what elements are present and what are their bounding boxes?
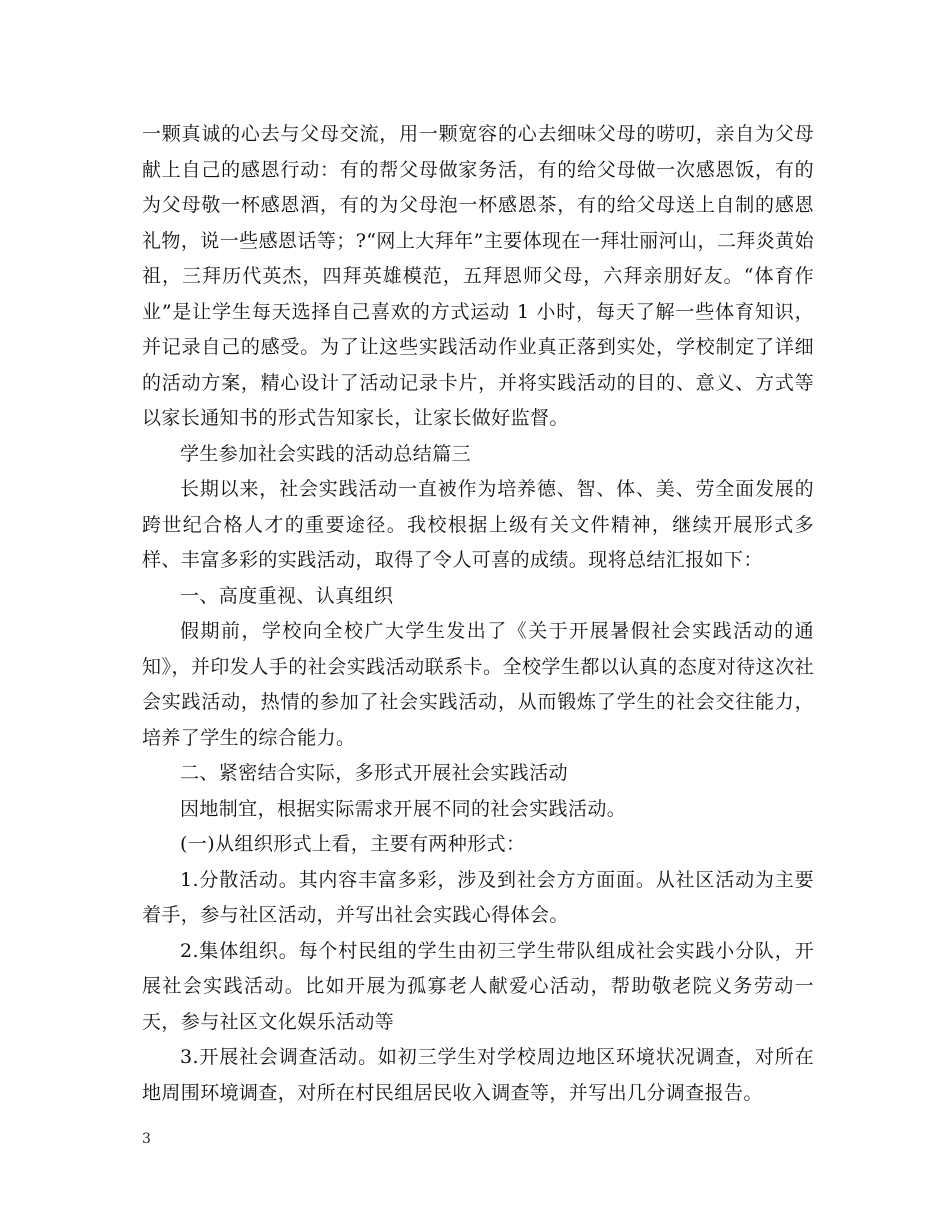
section-heading-part-three: 学生参加社会实践的活动总结篇三: [180, 442, 472, 465]
heading-two: 二、紧密结合实际，多形式开展社会实践活动: [180, 762, 569, 784]
heading-one: 一、高度重视、认真组织: [180, 584, 394, 607]
document-body: [142, 117, 814, 1111]
list-item-scattered-activities: 1.分散活动。其内容丰富多彩，涉及到社会方方面面。从社区活动为主要着手，参与社区活动，并写出社会实践心得体会。: [142, 868, 814, 926]
subheading-organization-forms: (一)从组织形式上看，主要有两种形式：: [180, 833, 526, 855]
page-number: 3: [142, 1131, 151, 1147]
list-item-collective-organization: 2.集体组织。每个村民组的学生由初三学生带队组成社会实践小分队，开展社会实践活动。比如开展为孤寡老人献爱心活动，帮助敬老院义务劳动一天，参与社区文化娱乐活动等: [142, 939, 814, 1033]
paragraph-notice: 假期前，学校向全校广大学生发出了《关于开展暑假社会实践活动的通知》，并印发人手的社会实践活动联系卡。全校学生都以认真的态度对待这次社会实践活动，热情的参加了社会实践活动，从而锻炼了学生的社会交往能力，培养了学生的综合能力。: [142, 620, 814, 749]
paragraph-introduction: 长期以来，社会实践活动一直被作为培养德、智、体、美、劳全面发展的跨世纪合格人才的重要途径。我校根据上级有关文件精神，继续开展形式多样、丰富多彩的实践活动，取得了令人可喜的成绩。现将总结汇报如下：: [142, 478, 814, 571]
paragraph-local-conditions: 因地制宜，根据实际需求开展不同的社会实践活动。: [180, 797, 627, 820]
paragraph-continuation: 一颗真诚的心去与父母交流，用一颗宽容的心去细味父母的唠叨，亲自为父母献上自己的感恩行动：有的帮父母做家务活，有的给父母做一次感恩饭，有的为父母敬一杯感恩酒，有的为父母泡一杯感恩茶，有的给父母送上自制的感恩礼物，说一些感恩话等；?“网上大拜年”主要体现在一拜壮丽河山，二拜炎黄始祖，三拜历代英杰，四拜英雄模范，五拜恩师父母，六拜亲朋好友。“体育作业”是让学生每天选择自己喜欢的方式运动 1 小时，每天了解一些体育知识，并记录自己的感受。为了让这些实践活动作业真正落到实处，学校制定了详细的活动方案，精心设计了活动记录卡片，并将实践活动的目的、意义、方式等以家长通知书的形式告知家长，让家长做好监督。: [142, 123, 814, 429]
list-item-social-survey: 3.开展社会调查活动。如初三学生对学校周边地区环境状况调查，对所在地周围环境调查，对所在村民组居民收入调查等，并写出几分调查报告。: [142, 1046, 814, 1104]
